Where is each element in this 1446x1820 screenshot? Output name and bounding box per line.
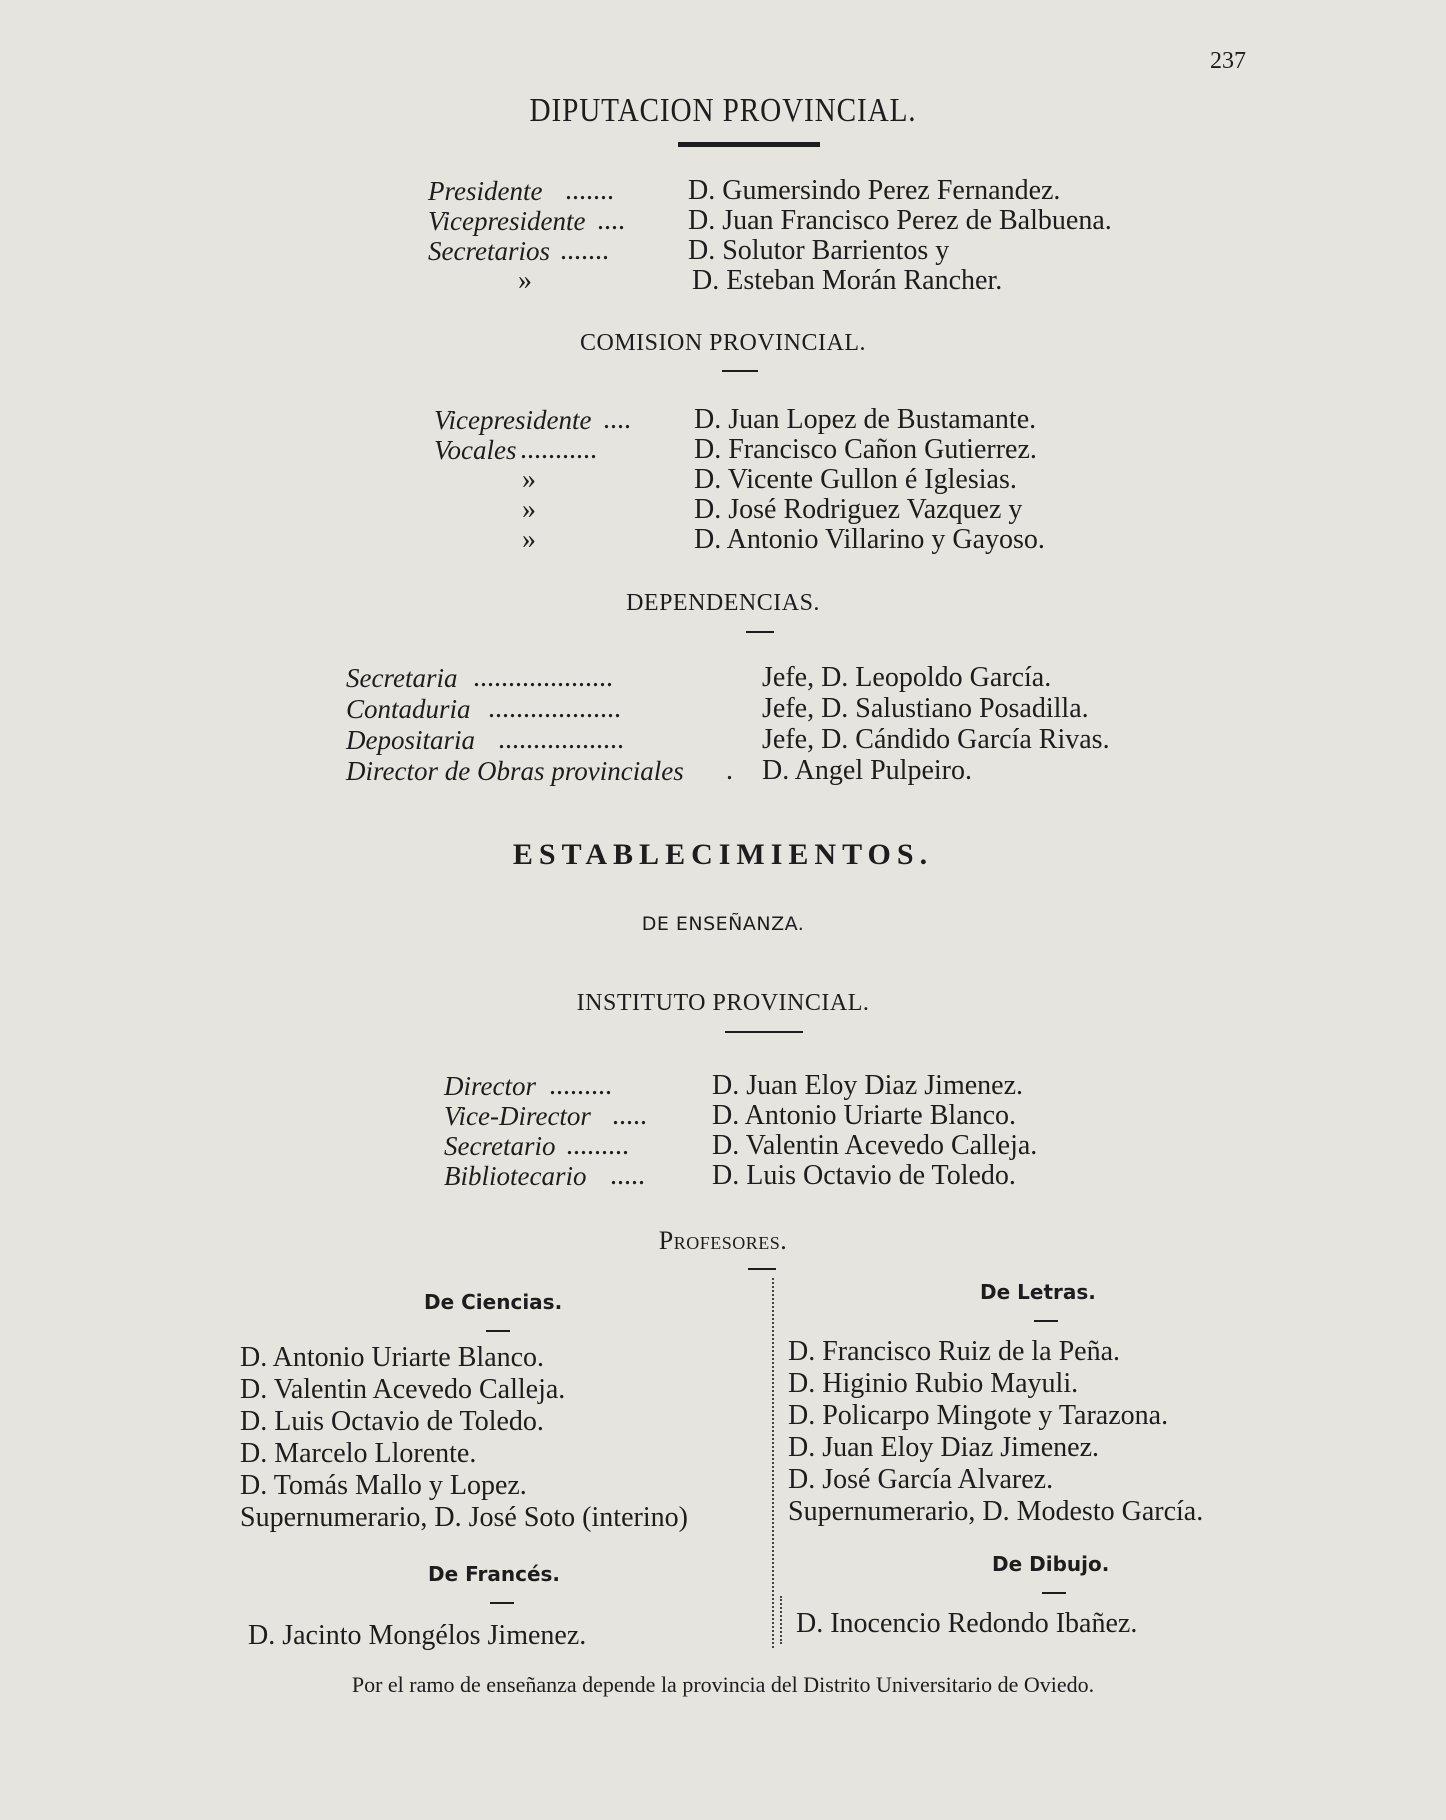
professor-name: D. Francisco Ruiz de la Peña. <box>788 1336 1121 1367</box>
person-name: D. Solutor Barrientos y <box>688 235 950 266</box>
column-head-rule <box>1042 1592 1066 1594</box>
dot-leader: ......... <box>549 1070 612 1101</box>
ditto-mark: » <box>518 265 532 296</box>
person-name: D. Antonio Villarino y Gayoso. <box>694 524 1045 555</box>
professor-name: D. Marcelo Llorente. <box>240 1438 477 1469</box>
column-divider-brace <box>772 1278 784 1648</box>
page-number: 237 <box>1210 48 1246 74</box>
professor-name: D. Higinio Rubio Mayuli. <box>788 1368 1079 1399</box>
person-name: Jefe, D. Salustiano Posadilla. <box>762 693 1089 724</box>
title-rule <box>678 142 820 147</box>
professor-name: D. Jacinto Mongélos Jimenez. <box>248 1620 587 1651</box>
role-label: Director <box>444 1071 536 1101</box>
dot-leader: ..... <box>610 1160 645 1191</box>
office-label: Contaduria <box>346 694 471 724</box>
dot-leader: .... <box>603 404 631 435</box>
person-name: D. Antonio Uriarte Blanco. <box>712 1100 1017 1131</box>
ditto-mark: » <box>522 494 536 525</box>
role-label: Vicepresidente <box>434 405 592 435</box>
role-label: Secretarios <box>428 236 550 266</box>
section-title-diputacion: DIPUTACION PROVINCIAL. <box>529 92 917 129</box>
person-name: D. Luis Octavio de Toledo. <box>712 1160 1016 1191</box>
professor-name: D. Luis Octavio de Toledo. <box>240 1406 544 1437</box>
dot-leader: ....... <box>565 175 614 206</box>
column-head-rule <box>1034 1320 1058 1322</box>
ditto-mark: » <box>522 464 536 495</box>
person-name: D. Vicente Gullon é Iglesias. <box>694 464 1017 495</box>
professor-name: D. Valentin Acevedo Calleja. <box>240 1374 566 1405</box>
person-name: D. Juan Lopez de Bustamante. <box>694 404 1037 435</box>
person-name: D. Gumersindo Perez Fernandez. <box>688 175 1061 206</box>
footer-note: Por el ramo de enseñanza depende la provincia del Distrito Universitario de Oviedo. <box>351 1672 1095 1697</box>
role-label: Bibliotecario <box>444 1161 587 1191</box>
person-name: D. José Rodriguez Vazquez y <box>694 494 1023 525</box>
subtitle-ensenanza: DE ENSEÑANZA. <box>641 913 805 935</box>
title-rule <box>722 370 758 372</box>
person-name: D. Angel Pulpeiro. <box>762 755 972 786</box>
person-name: D. Francisco Cañon Gutierrez. <box>694 434 1037 465</box>
dot-leader: ..... <box>612 1100 647 1131</box>
person-name: Jefe, D. Cándido García Rivas. <box>762 724 1110 755</box>
professor-name: D. Juan Eloy Diaz Jimenez. <box>788 1432 1100 1463</box>
role-label: Presidente <box>428 176 543 206</box>
letras-list <box>788 1336 1203 1528</box>
role-label: Secretario <box>444 1131 556 1161</box>
ditto-mark: » <box>522 524 536 555</box>
office-label: Depositaria <box>346 725 476 755</box>
professor-name: D. Tomás Mallo y Lopez. <box>240 1470 527 1501</box>
title-rule <box>725 1031 803 1033</box>
frances-list <box>248 1620 586 1652</box>
column-head-frances: De Francés. <box>428 1562 561 1586</box>
section-title-instituto: INSTITUTO PROVINCIAL. <box>576 990 870 1016</box>
dot-leader: ................... <box>488 693 621 724</box>
professor-name: D. José García Alvarez. <box>788 1464 1054 1495</box>
column-head-rule <box>490 1602 514 1604</box>
section-title-comision: COMISION PROVINCIAL. <box>579 330 866 356</box>
office-label: Director de Obras provinciales <box>346 756 684 786</box>
dot-leader: . <box>726 755 733 786</box>
column-divider-brace <box>780 1596 792 1644</box>
title-rule <box>748 1268 776 1270</box>
person-name: Jefe, D. Leopoldo García. <box>762 662 1052 693</box>
column-head-dibujo: De Dibujo. <box>992 1552 1110 1576</box>
person-name: D. Juan Eloy Diaz Jimenez. <box>712 1070 1024 1101</box>
ciencias-list <box>240 1342 688 1534</box>
person-name: D. Juan Francisco Perez de Balbuena. <box>688 205 1112 236</box>
section-title-profesores: Profesores. <box>658 1226 788 1255</box>
dot-leader: ........... <box>520 434 597 465</box>
professor-name: Supernumerario, D. Modesto García. <box>788 1496 1204 1527</box>
dot-leader: ......... <box>566 1130 629 1161</box>
column-head-rule <box>486 1330 510 1332</box>
dibujo-list <box>796 1608 1137 1640</box>
dot-leader: ....... <box>560 235 609 266</box>
dot-leader: .................... <box>473 662 613 693</box>
column-head-letras: De Letras. <box>980 1280 1096 1304</box>
office-label: Secretaria <box>346 663 458 693</box>
professor-name: D. Policarpo Mingote y Tarazona. <box>788 1400 1169 1431</box>
dot-leader: .................. <box>498 724 624 755</box>
person-name: D. Esteban Morán Rancher. <box>692 265 1003 296</box>
professor-name: D. Antonio Uriarte Blanco. <box>240 1342 545 1373</box>
section-title-dependencias: DEPENDENCIAS. <box>626 590 820 616</box>
professor-name: D. Inocencio Redondo Ibañez. <box>796 1608 1138 1639</box>
role-label: Vicepresidente <box>428 206 586 236</box>
column-head-ciencias: De Ciencias. <box>424 1290 563 1314</box>
role-label: Vocales <box>434 435 517 465</box>
dot-leader: .... <box>597 205 625 236</box>
person-name: D. Valentin Acevedo Calleja. <box>712 1130 1038 1161</box>
professor-name: Supernumerario, D. José Soto (interino) <box>240 1502 688 1533</box>
title-rule <box>746 631 774 633</box>
role-label: Vice-Director <box>444 1101 591 1131</box>
section-title-establecimientos: ESTABLECIMIENTOS. <box>512 838 934 871</box>
